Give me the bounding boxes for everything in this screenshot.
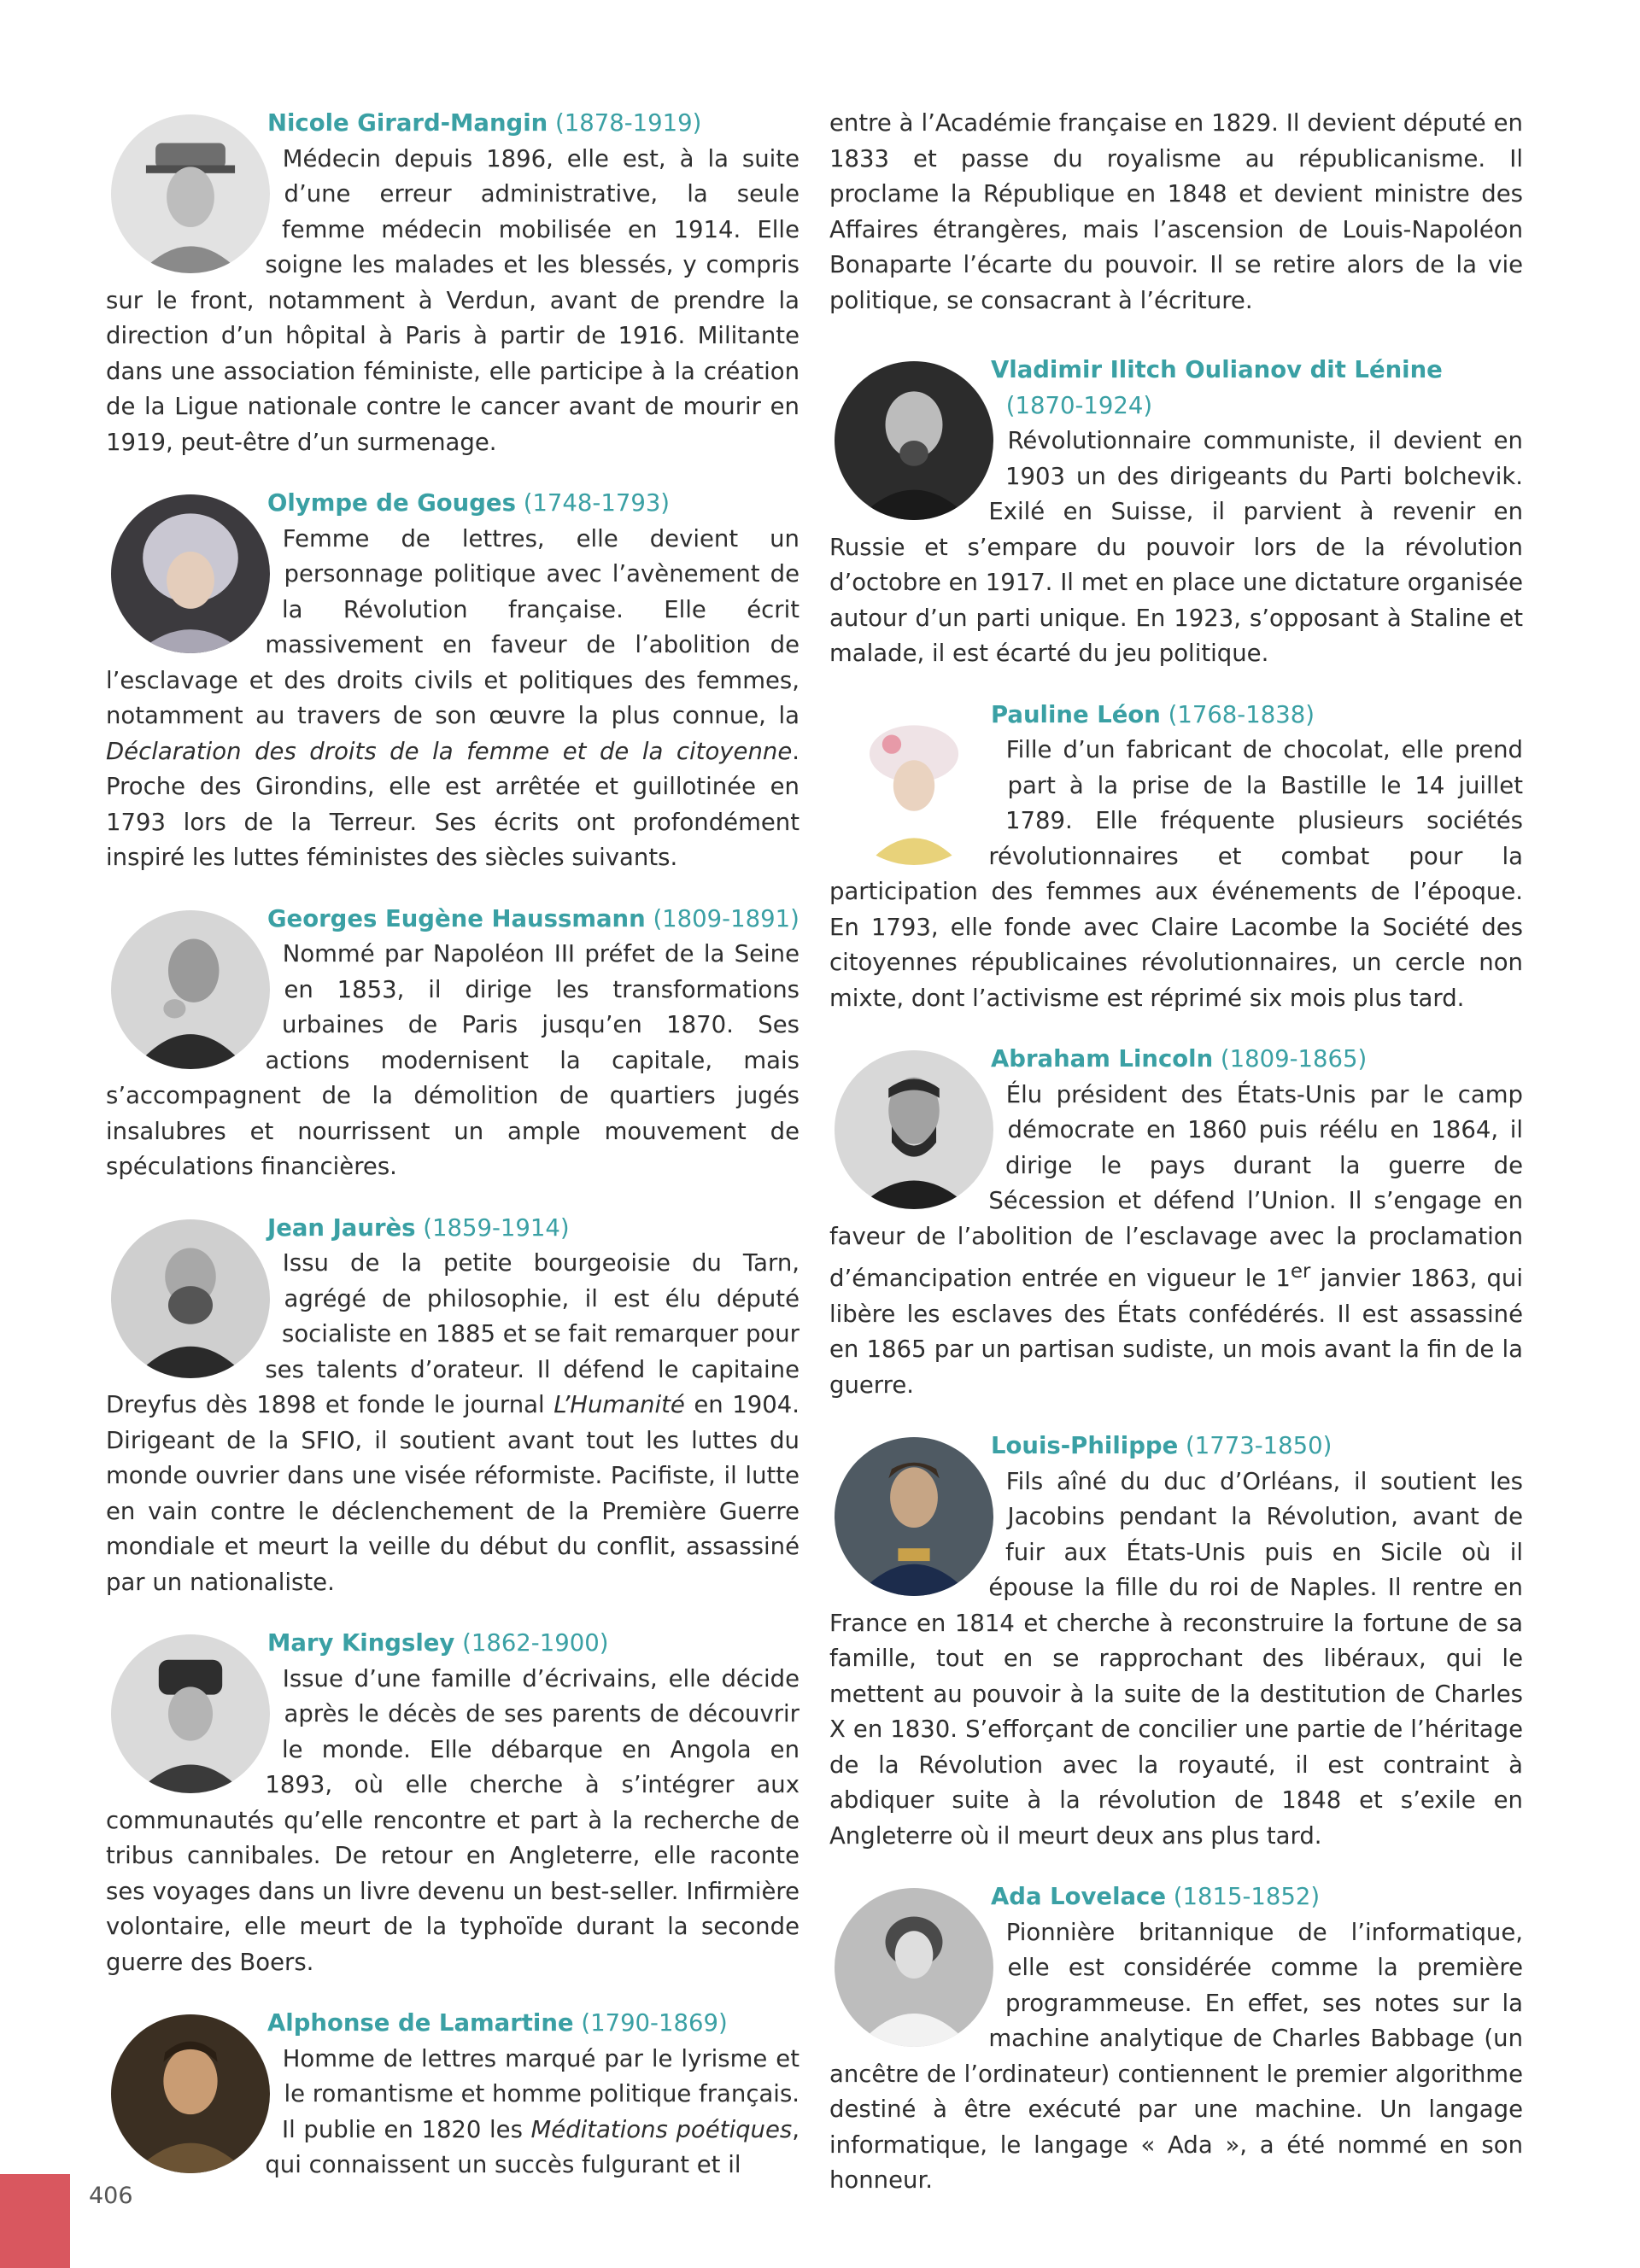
person-name: Abraham Lincoln — [990, 1045, 1214, 1073]
person-dates: (1815-1852) — [1173, 1883, 1321, 1911]
person-name: Nicole Girard-Mangin — [266, 109, 548, 137]
biography-entry — [106, 902, 800, 1185]
biography-text: Fils aîné du duc d’Orléans, il soutient les Jacobins pendant la Révolution, avant de fuir aux États-Unis puis en Sicile où il épouse la fille du roi de Naples. Il rentre en France en 1814 et cherche à reconstruire la fortune de sa famille, tout en se rapprochant des libéraux, qui le mettent au pouvoir à la suite de la destitution de Charles X en 1830. S’efforçant de concilier une partie de l’héritage de la Révolution avec la royauté, il est contraint à abdiquer suite à la révolution de 1848 et s’exile en Angleterre où il meurt deux ans plus tard. — [829, 1467, 1523, 1850]
biography-text: entre à l’Académie française en 1829. Il devient député en 1833 et passe du royalisme au républicanisme. Il proclame la République en 1848 et devient ministre des Affaires étrangères, mais l’ascension de Louis-Napoléon Bonaparte l’écarte du pouvoir. Il se retire alors de la vie politique, se consacrant à l’écriture. — [829, 109, 1523, 314]
biography-text: janvier 1863, qui libère les esclaves des États confédérés. Il est assassiné en 1865 par un partisan sudiste, un mois avant la fin de la guerre. — [829, 1265, 1523, 1399]
biography-text: Fille d’un fabricant de chocolat, elle prend part à la prise de la Bastille le 14 juillet 1789. Elle fréquente plusieurs sociétés révolutionnaires et combat pour la participation des femmes aux événements de l’époque. En 1793, elle fonde avec Claire Lacombe la Société des citoyennes républicaines révolutionnaires, un cercle non mixte, dont l’activisme est réprimé six mois plus tard. — [829, 736, 1523, 1012]
work-title: Méditations poétiques — [530, 2115, 793, 2143]
person-dates: (1809-1865) — [1220, 1045, 1368, 1073]
person-dates: (1878-1919) — [555, 109, 702, 137]
page-number: 406 — [89, 2183, 133, 2209]
biography-continuation — [829, 106, 1523, 319]
person-name: Mary Kingsley — [266, 1629, 455, 1657]
person-name: Alphonse de Lamartine — [266, 2009, 574, 2037]
work-title: Déclaration des droits de la femme et de la citoyenne — [106, 737, 793, 765]
biography-text: . Proche des Girondins, elle est arrêtée et guillotinée en 1793 lors de la Terreur. Ses écrits ont profondément inspiré les luttes féministes des siècles suivants. — [106, 737, 800, 871]
person-dates: (1809-1891) — [653, 904, 800, 932]
ordinal-superscript: er — [1290, 1260, 1311, 1283]
person-name: Pauline Léon — [990, 700, 1161, 728]
biography-text: Homme de lettres marqué par le lyrisme et le romantisme et homme politique français. Il publie en 1820 les — [282, 2044, 800, 2143]
person-name: Jean Jaurès — [266, 1213, 416, 1242]
person-name: Olympe de Gouges — [266, 489, 516, 517]
biography-text: Médecin depuis 1896, elle est, à la suite d’une erreur administrative, la seule femme médecin mobilisée en 1914. Elle soigne les malades et les blessés, y compris sur le front, notamment à Verdun, avant de prendre la direction d’un hôpital à Paris à partir de 1916. Militante dans une association féministe, elle participe à la création de la Ligue nationale contre le cancer avant de mourir en 1919, peut-être d’un surmenage. — [106, 144, 800, 456]
footer-accent-bar — [0, 2174, 70, 2268]
biography-text: Nommé par Napoléon III préfet de la Seine en 1853, il dirige les transformations urbaines de Paris jusqu’en 1870. Ses actions modernisent la capitale, mais s’accompagnent de la démolition de quartiers jugés insalubres et nourrissent un ample mouvement de spéculations financières. — [106, 940, 800, 1180]
biography-text: Issue d’une famille d’écrivains, elle décide après le décès de ses parents de découvrir le monde. Elle débarque en Angola en 1893, où elle cherche à s’intégrer aux communautés qu’elle rencontre et part à la recherche de tribus cannibales. De retour en Angleterre, elle raconte ses voyages dans un livre devenu un best-seller. Infirmière volontaire, elle meurt de la typhoïde durant la seconde guerre des Boers. — [106, 1664, 800, 1976]
biography-entry — [106, 106, 800, 460]
work-title: L’Humanité — [554, 1391, 685, 1418]
biography-entry — [829, 1879, 1523, 2199]
person-dates: (1768-1838) — [1168, 700, 1315, 728]
biography-text: Pionnière britannique de l’informatique, elle est considérée comme la première programmeuse. En effet, ses notes sur la machine analytique de Charles Babbage (un ancêtre de l’ordinateur) contiennent le premier algorithme destiné à être exécuté par une machine. Un langage informatique, le langage « Ada », a été nommé en son honneur. — [829, 1918, 1523, 2195]
biography-entry — [829, 1429, 1523, 1854]
person-dates: (1748-1793) — [523, 489, 671, 517]
portrait-woman-dark-hat-icon — [111, 1634, 270, 1793]
biography-entry — [106, 486, 800, 876]
biography-text: Révolutionnaire communiste, il devient en 1903 un des dirigeants du Parti bolchevik. Exilé en Suisse, il parvient à revenir en Russie et s’empare du pouvoir lors de la révolution d’octobre en 1917. Il met en place une dictature organisée autour d’un parti unique. En 1923, s’opposant à Staline et malade, il est écarté du jeu politique. — [829, 427, 1523, 667]
person-dates: (1859-1914) — [423, 1213, 570, 1242]
biography-entry — [829, 1042, 1523, 1403]
person-dates: (1790-1869) — [581, 2009, 728, 2037]
person-dates: (1870-1924) — [1005, 391, 1153, 419]
person-dates: (1773-1850) — [1185, 1432, 1332, 1460]
biography-text: Élu président des États-Unis par le camp démocrate en 1860 puis réélu en 1864, il dirige le pays durant la guerre de Sécession et défend l’Union. Il s’engage en faveur de l’abolition de l’esclavage avec la proclamation d’émancipation entrée en vigueur le 1 — [829, 1080, 1523, 1293]
left-column — [106, 106, 800, 2209]
portrait-woman-powdered-hair-icon — [111, 494, 270, 653]
biography-text: Femme de lettres, elle devient un personnage politique avec l’avènement de la Révolution française. Elle écrit massivement en faveur de l’abolition de l’esclavage et des droits civils et politiques des femmes, notamment au travers de son œuvre la plus connue, la — [106, 524, 800, 729]
portrait-man-bald-goatee-icon — [835, 361, 993, 520]
biography-entry — [106, 1211, 800, 1601]
biography-entry — [829, 353, 1523, 672]
biography-entry — [106, 1626, 800, 1980]
person-name: Georges Eugène Haussmann — [266, 904, 646, 932]
person-name: Vladimir Ilitch Oulianov dit Lénine — [990, 356, 1443, 383]
person-name: Louis-Philippe — [990, 1432, 1179, 1460]
portrait-man-hand-on-chin-icon — [111, 910, 270, 1069]
portrait-woman-white-dress-icon — [835, 1888, 993, 2047]
portrait-man-beard-icon — [111, 1219, 270, 1378]
portrait-woman-cap-icon — [111, 114, 270, 273]
portrait-man-chin-beard-icon — [835, 1050, 993, 1209]
right-column — [829, 106, 1523, 2224]
person-dates: (1862-1900) — [462, 1629, 609, 1657]
portrait-man-uniform-icon — [835, 1437, 993, 1596]
person-name: Ada Lovelace — [990, 1883, 1167, 1911]
biography-text: Issu de la petite bourgeoisie du Tarn, agrégé de philosophie, il est élu député socialiste en 1885 et se fait remarquer pour ses talents d’orateur. Il défend le capitaine Dreyfus dès 1898 et fonde le journal — [106, 1249, 800, 1418]
biography-text: , qui connaissent un succès fulgurant et il — [265, 2115, 800, 2178]
portrait-man-painting-icon — [111, 2014, 270, 2173]
biography-text: en 1904. Dirigeant de la SFIO, il soutient avant tout les luttes du monde ouvrier dans une visée réformiste. Pacifiste, il lutte en vain contre le déclenchement de la Première Guerre mondiale et meurt la veille du début du conflit, assassiné par un nationaliste. — [106, 1391, 800, 1596]
biography-entry — [106, 2006, 800, 2183]
biography-entry — [829, 698, 1523, 1017]
portrait-woman-bonnet-icon — [835, 706, 993, 865]
